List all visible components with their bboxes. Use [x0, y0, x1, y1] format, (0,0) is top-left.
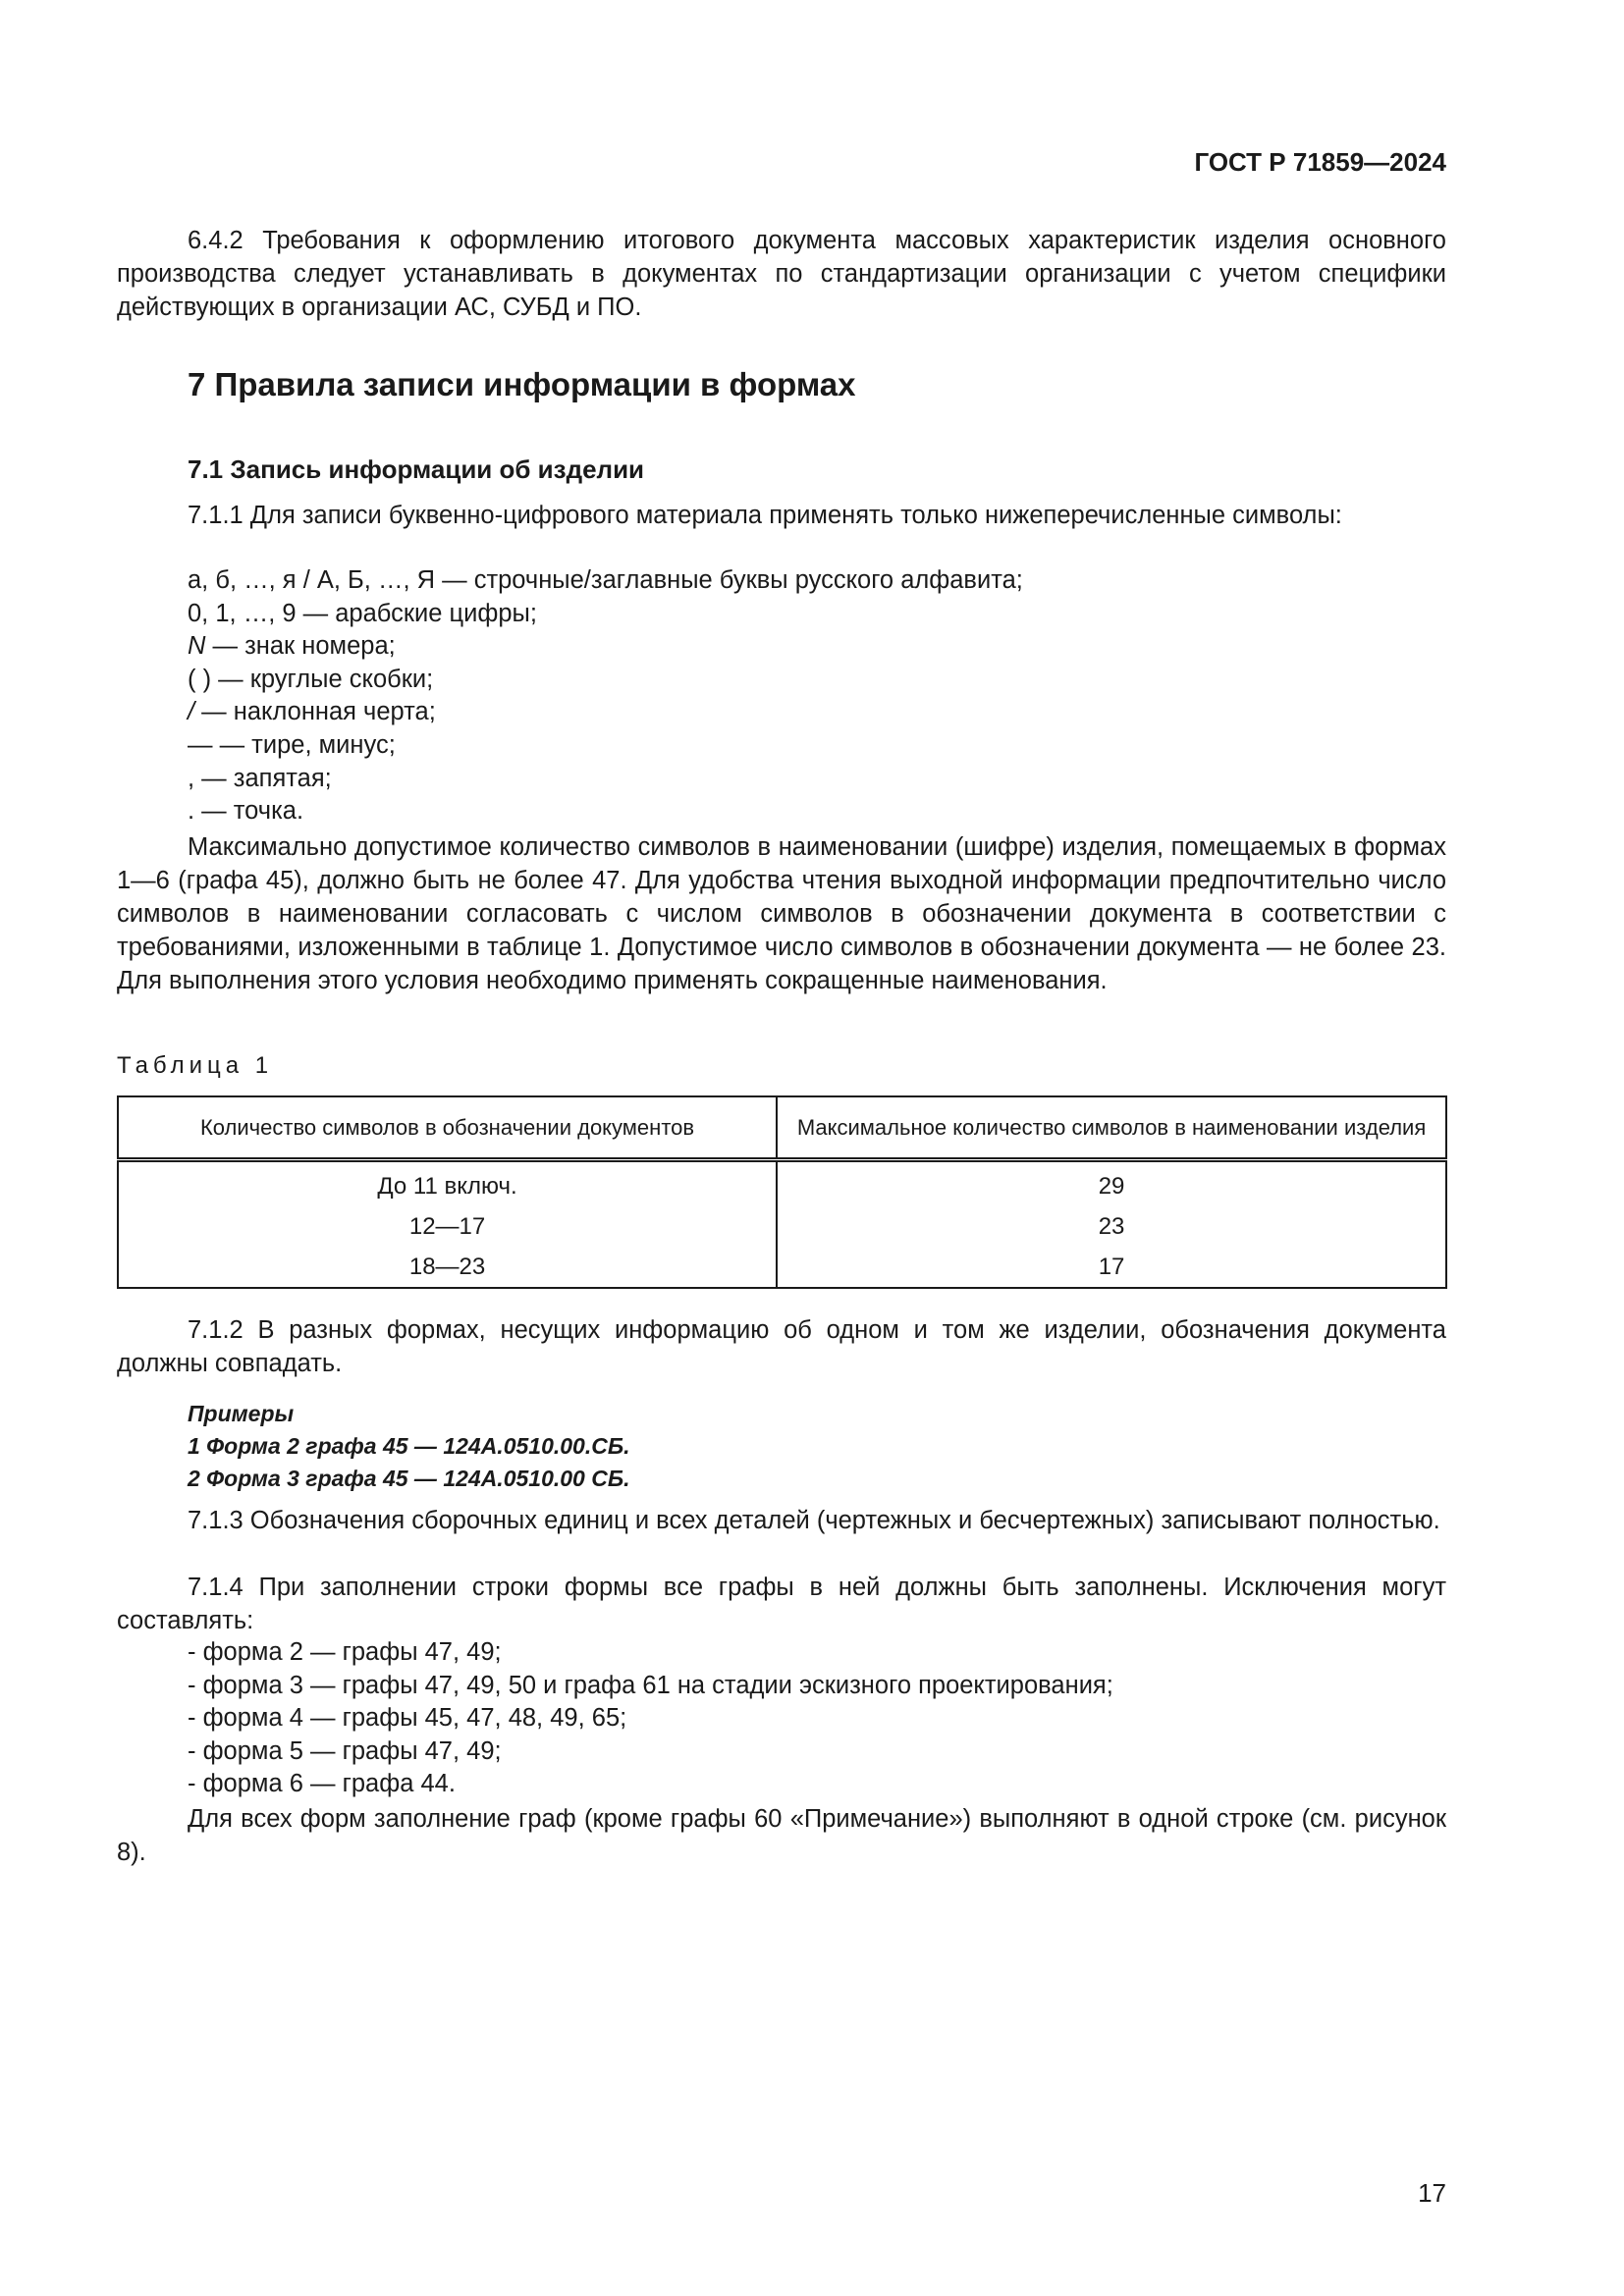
list-item: , — запятая; [188, 764, 332, 792]
table-cell: До 11 включ. [118, 1160, 777, 1207]
table-header-cell: Количество символов в обозначении документов [118, 1096, 777, 1160]
list-item: - форма 6 — графа 44. [188, 1770, 456, 1798]
list-item: - форма 5 — графы 47, 49; [188, 1736, 502, 1765]
list-item: 0, 1, …, 9 — арабские цифры; [188, 599, 537, 627]
list-item: - форма 2 — графы 47, 49; [188, 1638, 502, 1666]
table-row [118, 1160, 1446, 1207]
paragraph-6-4-2: 6.4.2 Требования к оформлению итогового документа массовых характеристик изделия основного производства следует устанавливать в документах по стандартизации организации с учетом специфики действующих в организации АС, СУБД и ПО. [117, 227, 1446, 321]
table-row [118, 1247, 1446, 1288]
table-row [118, 1206, 1446, 1247]
examples-title: Примеры [188, 1401, 295, 1426]
table-cell: 12—17 [118, 1206, 777, 1247]
table-cell: 29 [777, 1160, 1446, 1207]
table-cell: 17 [777, 1247, 1446, 1288]
table-header-cell: Максимальное количество символов в наименовании изделия [777, 1096, 1446, 1160]
examples-block [188, 1398, 630, 1495]
table-cell: 23 [777, 1206, 1446, 1247]
list-item: - форма 3 — графы 47, 49, 50 и графа 61 на стадии эскизного проектирования; [188, 1671, 1113, 1699]
example-item: 2 Форма 3 графа 45 — 124А.0510.00 СБ. [188, 1466, 630, 1491]
paragraph-final: Для всех форм заполнение граф (кроме графы 60 «Примечание») выполняют в одной строке (см. рисунок 8). [117, 1805, 1446, 1866]
list-item: а, б, …, я / А, Б, …, Я — строчные/заглавные буквы русского алфавита; [188, 566, 1023, 594]
symbol-list [117, 564, 1446, 828]
example-item: 1 Форма 2 графа 45 — 124А.0510.00.СБ. [188, 1433, 630, 1459]
paragraph-7-1-1: 7.1.1 Для записи буквенно-цифрового материала применять только нижеперечисленные символы: [188, 502, 1342, 529]
table-1 [117, 1095, 1447, 1289]
list-item: - форма 4 — графы 45, 47, 48, 49, 65; [188, 1704, 627, 1733]
standard-code: ГОСТ Р 71859—2024 [1194, 147, 1446, 177]
exceptions-list [117, 1636, 1446, 1801]
table-caption: Таблица 1 [117, 1052, 274, 1079]
paragraph-max-symbols: Максимально допустимое количество символов в наименовании (шифре) изделия, помещаемых в формах 1—6 (графа 45), должно быть не более 47. Для удобства чтения выходной информации предпочтительно число символов в наименовании согласовать с числом символов в обозначении документа в соответствии с требованиями, изложенными в таблице 1. Допустимое число символов в обозначении документа — не более 23. Для выполнения этого условия необходимо применять сокращенные наименования. [117, 833, 1446, 994]
table-cell: 18—23 [118, 1247, 777, 1288]
paragraph-7-1-2: 7.1.2 В разных формах, несущих информацию об одном и том же изделии, обозначения документа должны совпадать. [117, 1316, 1446, 1377]
list-item: — — тире, минус; [188, 730, 396, 759]
list-item: / — наклонная черта; [188, 698, 436, 726]
paragraph-7-1-4: 7.1.4 При заполнении строки формы все графы в ней должны быть заполнены. Исключения могут составлять: [117, 1574, 1446, 1634]
section-7-title: 7 Правила записи информации в формах [188, 366, 856, 402]
paragraph-7-1-3: 7.1.3 Обозначения сборочных единиц и всех деталей (чертежных и бесчертежных) записывают полностью. [188, 1507, 1440, 1534]
list-item: ( ) — круглые скобки; [188, 665, 434, 693]
list-item: N — знак номера; [188, 632, 396, 661]
list-item: . — точка. [188, 797, 304, 826]
page-number: 17 [1418, 2178, 1446, 2208]
section-7-1-title: 7.1 Запись информации об изделии [188, 454, 645, 484]
